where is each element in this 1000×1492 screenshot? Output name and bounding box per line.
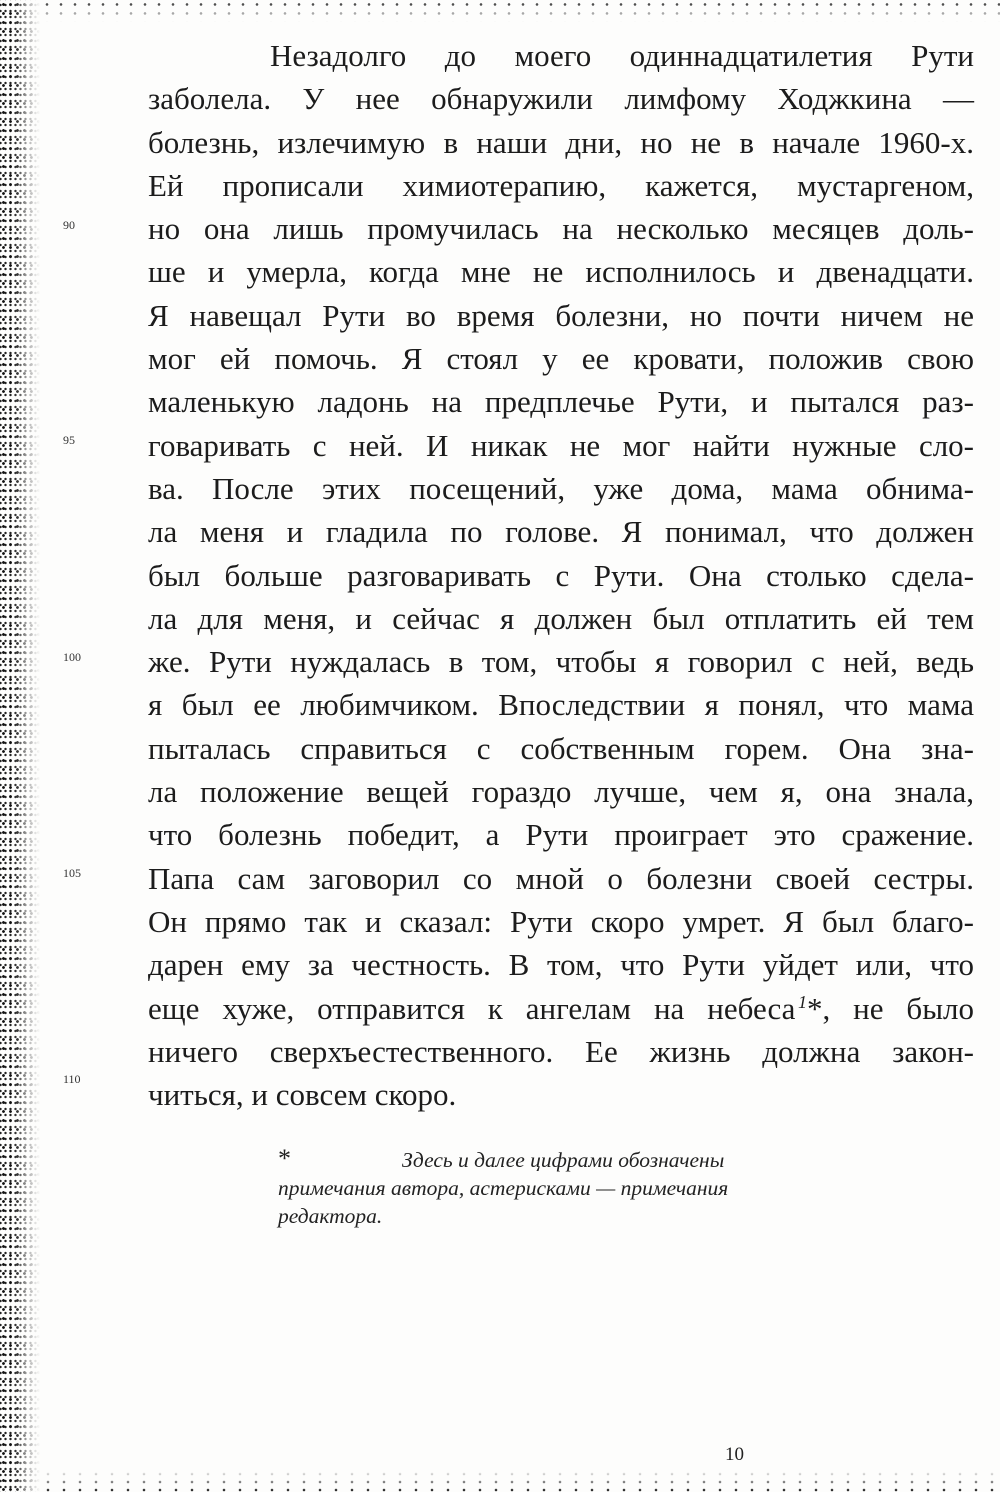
line-number-90: 90 <box>63 218 75 232</box>
text-line: Он прямо так и сказал: Рути скоро умрет. Я был благо- <box>148 903 974 939</box>
footnote-line: редактора. <box>278 1204 383 1228</box>
scan-edge-left <box>0 0 40 1492</box>
text-line: я был ее любимчиком. Впоследствии я понял, что мама <box>148 687 974 723</box>
line-number-95: 95 <box>63 433 75 447</box>
text-line: ше и умерла, когда мне не исполнилось и двенадцати. <box>148 254 974 290</box>
line-number-105: 105 <box>63 866 81 880</box>
footnote-text: Здесь и далее цифрами обозначены <box>402 1148 725 1172</box>
text-line: Папа сам заговорил со мной о болезни своей сестры. <box>148 860 974 896</box>
page-number: 10 <box>725 1444 744 1465</box>
text-line: говаривать с ней. И никак не мог найти нужные сло- <box>148 427 974 463</box>
text-line: пыталась справиться с собственным горем. Она зна- <box>148 730 974 766</box>
text-line: заболела. У нее обнаружили лимфому Ходжкина — <box>148 81 974 117</box>
line-number-100: 100 <box>63 650 81 664</box>
footnote-ref-number: 1 <box>797 991 807 1012</box>
footnote <box>278 1145 918 1230</box>
text-line: маленькую ладонь на предплечье Рути, и пытался раз- <box>148 384 974 420</box>
text-line: ла положение вещей гораздо лучше, чем я, она знала, <box>148 774 974 810</box>
text-line: мог ей помочь. Я стоял у ее кровати, положив свою <box>148 341 974 377</box>
text-line: дарен ему за честность. В том, что Рути уйдет или, что <box>148 947 974 983</box>
text-line: что болезнь победит, а Рути проиграет это сражение. <box>148 817 974 853</box>
text-line: Незадолго до моего одиннадцатилетия Рути <box>270 38 974 73</box>
footnote-marker: * <box>278 1144 291 1173</box>
text-line: ла меня и гладила по голове. Я понимал, что должен <box>148 514 974 550</box>
footnote-line: примечания автора, астерисками — примечания <box>278 1176 729 1200</box>
text-line: болезнь, излечимую в наши дни, но не в начале 1960-х. <box>148 124 974 160</box>
text-line: же. Рути нуждалась в том, чтобы я говорил с ней, ведь <box>148 644 974 680</box>
body-text <box>148 34 974 1116</box>
line-number-110: 110 <box>63 1072 81 1086</box>
footnote-ref-asterisk: *, не было <box>806 990 974 1026</box>
footnote-line <box>278 1145 918 1174</box>
text-line: ва. После этих посещений, уже дома, мама обнима- <box>148 470 974 506</box>
text-line: но она лишь промучилась на несколько месяцев доль- <box>148 211 974 247</box>
text-line: Ей прописали химиотерапию, кажется, мустаргеном, <box>148 167 974 203</box>
text-line-with-footnote-ref <box>148 987 974 1030</box>
text-fragment: еще хуже, отправится к ангелам на небеса <box>148 990 796 1026</box>
text-line: ла для меня, и сейчас я должен был отплатить ей тем <box>148 600 974 636</box>
text-line: ничего сверхъестественного. Ее жизнь должна закон- <box>148 1033 974 1069</box>
text-line: Я навещал Рути во время болезни, но почти ничем не <box>148 297 974 333</box>
scan-edge-bottom <box>40 1470 1000 1492</box>
scan-edge-top <box>40 0 1000 22</box>
text-line: был больше разговаривать с Рути. Она столько сдела- <box>148 557 974 593</box>
text-line-last: читься, и совсем скоро. <box>148 1077 457 1113</box>
